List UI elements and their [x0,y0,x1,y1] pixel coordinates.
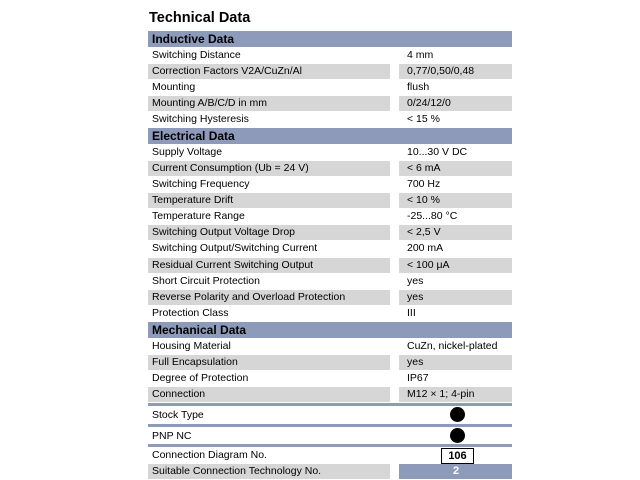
stock-type-label: Stock Type [152,409,204,421]
row-value: III [407,307,416,319]
row-label: Supply Voltage [152,146,223,158]
row-value: < 10 % [399,193,512,208]
row-label: Correction Factors V2A/CuZn/Al [148,64,390,79]
table-row [148,80,512,95]
section-header-mechanical: Mechanical Data [148,322,512,338]
pnp-nc-label: PNP NC [152,430,192,442]
divider-bar [148,444,512,447]
table-row [148,371,512,386]
row-value: IP67 [407,372,429,384]
row-label: Temperature Range [152,210,245,222]
table-row [148,241,512,256]
row-value: flush [407,81,430,93]
connection-technology-number: 2 [452,465,460,477]
section-header-electrical: Electrical Data [148,128,512,144]
table-row [148,193,512,208]
row-value: 700 Hz [407,178,441,190]
row-value: < 100 μA [399,258,512,273]
row-value: CuZn, nickel-plated [407,340,498,352]
row-value: 0,77/0,50/0,48 [399,64,512,79]
filled-dot-icon [450,407,465,422]
table-row [148,258,512,273]
table-row [148,48,512,63]
stock-type-row [148,407,512,423]
table-row [148,145,512,160]
table-row [148,274,512,289]
connection-diagram-number: 106 [441,448,474,464]
row-label: Temperature Drift [148,193,390,208]
filled-dot-icon [450,428,465,443]
table-row [148,161,512,176]
row-label: Mounting A/B/C/D in mm [148,96,390,111]
divider-bar [148,424,512,427]
row-label: Switching Hysteresis [152,113,249,125]
row-label: Full Encapsulation [148,355,390,370]
row-value: < 6 mA [399,161,512,176]
row-label: Reverse Polarity and Overload Protection [148,290,390,305]
row-value: < 2,5 V [399,225,512,240]
table-row [148,339,512,354]
row-label: Mounting [152,81,196,93]
table-row [148,209,512,224]
row-value: yes [407,275,424,287]
section-header-inductive: Inductive Data [148,31,512,47]
row-value: 4 mm [407,49,434,61]
table-row [148,96,512,111]
table-row [148,64,512,79]
row-value: 0/24/12/0 [399,96,512,111]
table-row [148,225,512,240]
table-row [148,290,512,305]
row-value: < 15 % [407,113,440,125]
row-label: Protection Class [152,307,229,319]
table-row [148,306,512,321]
row-label: Short Circuit Protection [152,275,260,287]
row-label: Degree of Protection [152,372,249,384]
row-value: M12 × 1; 4-pin [399,387,512,402]
table-row [148,177,512,192]
row-label: Switching Output Voltage Drop [148,225,390,240]
row-value: -25...80 °C [407,210,458,222]
row-label: Switching Output/Switching Current [152,242,318,254]
table-row [148,355,512,370]
row-label: Switching Distance [152,49,241,61]
row-label: Switching Frequency [152,178,250,190]
table-row [148,387,512,402]
connection-technology-box [399,464,512,479]
row-value: 10...30 V DC [407,146,468,158]
row-label: Housing Material [152,340,231,352]
row-label: Current Consumption (Ub = 24 V) [148,161,390,176]
row-value: yes [399,355,512,370]
divider-bar [148,403,512,406]
connection-technology-row [148,464,512,479]
connection-technology-label: Suitable Connection Technology No. [148,464,390,479]
row-label: Residual Current Switching Output [148,258,390,273]
row-value: 200 mA [407,242,444,254]
row-value: yes [399,290,512,305]
connection-diagram-row [148,448,512,463]
connection-diagram-label: Connection Diagram No. [152,449,267,461]
row-label: Connection [148,387,390,402]
page-title: Technical Data [149,10,251,26]
table-row [148,112,512,127]
pnp-nc-row [148,428,512,444]
